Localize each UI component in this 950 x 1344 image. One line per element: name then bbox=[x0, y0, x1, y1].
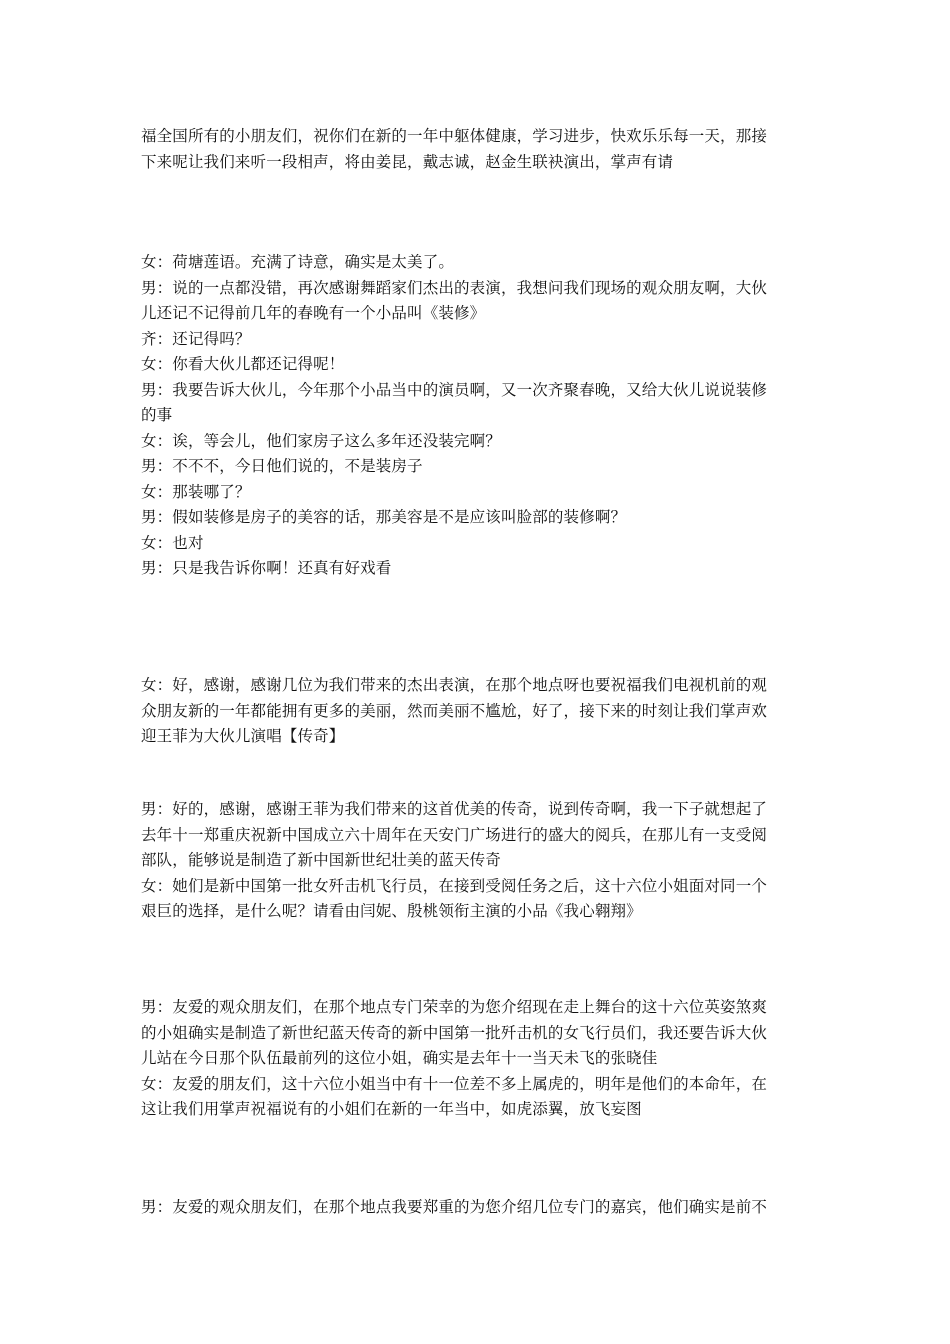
text-line: 的事 bbox=[141, 406, 173, 424]
text-line: 艰巨的选择，是什么呢？请看由闫妮、殷桃领衔主演的小品《我心翱翔》 bbox=[141, 902, 642, 920]
text-line: 男：友爱的观众朋友们，在那个地点我要郑重的为您介绍几位专门的嘉宾，他们确实是前不 bbox=[141, 1198, 768, 1216]
text-line: 女：诶，等会儿，他们家房子这么多年还没装完啊？ bbox=[141, 431, 501, 450]
text-line: 男：假如装修是房子的美容的话，那美容是不是应该叫脸部的装修啊？ bbox=[141, 508, 627, 526]
text-line: 女：友爱的朋友们，这十六位小姐当中有十一位差不多上属虎的，明年是他们的本命年，在 bbox=[141, 1074, 768, 1093]
text-line: 男：只是我告诉你啊！还真有好戏看 bbox=[141, 559, 392, 577]
dialogue-block-parade bbox=[141, 797, 813, 925]
dialogue-block-pilots bbox=[141, 995, 813, 1123]
dialogue-block-decoration bbox=[141, 250, 813, 582]
text-line: 部队，能够说是制造了新中国新世纪壮美的蓝天传奇 bbox=[141, 851, 501, 869]
text-line: 福全国所有的小朋友们，祝你们在新的一年中躯体健康，学习进步，快欢乐乐每一天，那接 bbox=[141, 127, 768, 145]
text-line: 儿还记不记得前几年的春晚有一个小品叫《装修》 bbox=[141, 304, 486, 322]
text-line: 女：荷塘莲语。充满了诗意，确实是太美了。 bbox=[141, 253, 455, 271]
dialogue-block-guests bbox=[141, 1195, 813, 1221]
text-line: 女：她们是新中国第一批女歼击机飞行员，在接到受阅任务之后，这十六位小姐面对同一个 bbox=[141, 876, 768, 895]
text-line: 男：好的，感谢，感谢王菲为我们带来的这首优美的传奇，说到传奇啊，我一下子就想起了 bbox=[141, 800, 768, 818]
paragraph-opening bbox=[141, 124, 813, 175]
text-line: 众朋友新的一年都能拥有更多的美丽，然而美丽不尴尬，好了，接下来的时刻让我们掌声欢 bbox=[141, 701, 768, 720]
text-line: 女：那装哪了？ bbox=[141, 482, 251, 501]
text-line: 女：好，感谢，感谢几位为我们带来的杰出表演，在那个地点呀也要祝福我们电视机前的观 bbox=[141, 676, 768, 694]
text-line: 男：说的一点都没错，再次感谢舞蹈家们杰出的表演，我想问我们现场的观众朋友啊，大伙 bbox=[141, 278, 768, 297]
text-line: 男：我要告诉大伙儿，今年那个小品当中的演员啊，又一次齐聚春晚，又给大伙儿说说装修 bbox=[141, 380, 768, 399]
text-line: 迎王菲为大伙儿演唱【传奇】 bbox=[141, 727, 345, 745]
text-line: 女：也对 bbox=[141, 533, 204, 552]
text-line: 这让我们用掌声祝福说有的小姐们在新的一年当中，如虎添翼，放飞妄图 bbox=[141, 1100, 642, 1118]
text-line: 儿站在今日那个队伍最前列的这位小姐，确实是去年十一当天未飞的张晓佳 bbox=[141, 1049, 658, 1067]
text-line: 下来呢让我们来听一段相声，将由姜昆，戴志诚，赵金生联袂演出，掌声有请 bbox=[141, 152, 674, 171]
text-line: 男：不不不，今日他们说的，不是装房子 bbox=[141, 457, 423, 475]
text-line: 去年十一郑重庆祝新中国成立六十周年在天安门广场进行的盛大的阅兵，在那儿有一支受阅 bbox=[141, 825, 768, 844]
text-line: 齐：还记得吗？ bbox=[141, 329, 251, 348]
dialogue-block-wangfei bbox=[141, 673, 813, 750]
text-line: 的小姐确实是制造了新世纪蓝天传奇的新中国第一批歼击机的女飞行员们，我还要告诉大伙 bbox=[141, 1023, 768, 1042]
text-line: 男：友爱的观众朋友们，在那个地点专门荣幸的为您介绍现在走上舞台的这十六位英姿煞爽 bbox=[141, 998, 768, 1016]
text-line: 女：你看大伙儿都还记得呢！ bbox=[141, 355, 345, 373]
